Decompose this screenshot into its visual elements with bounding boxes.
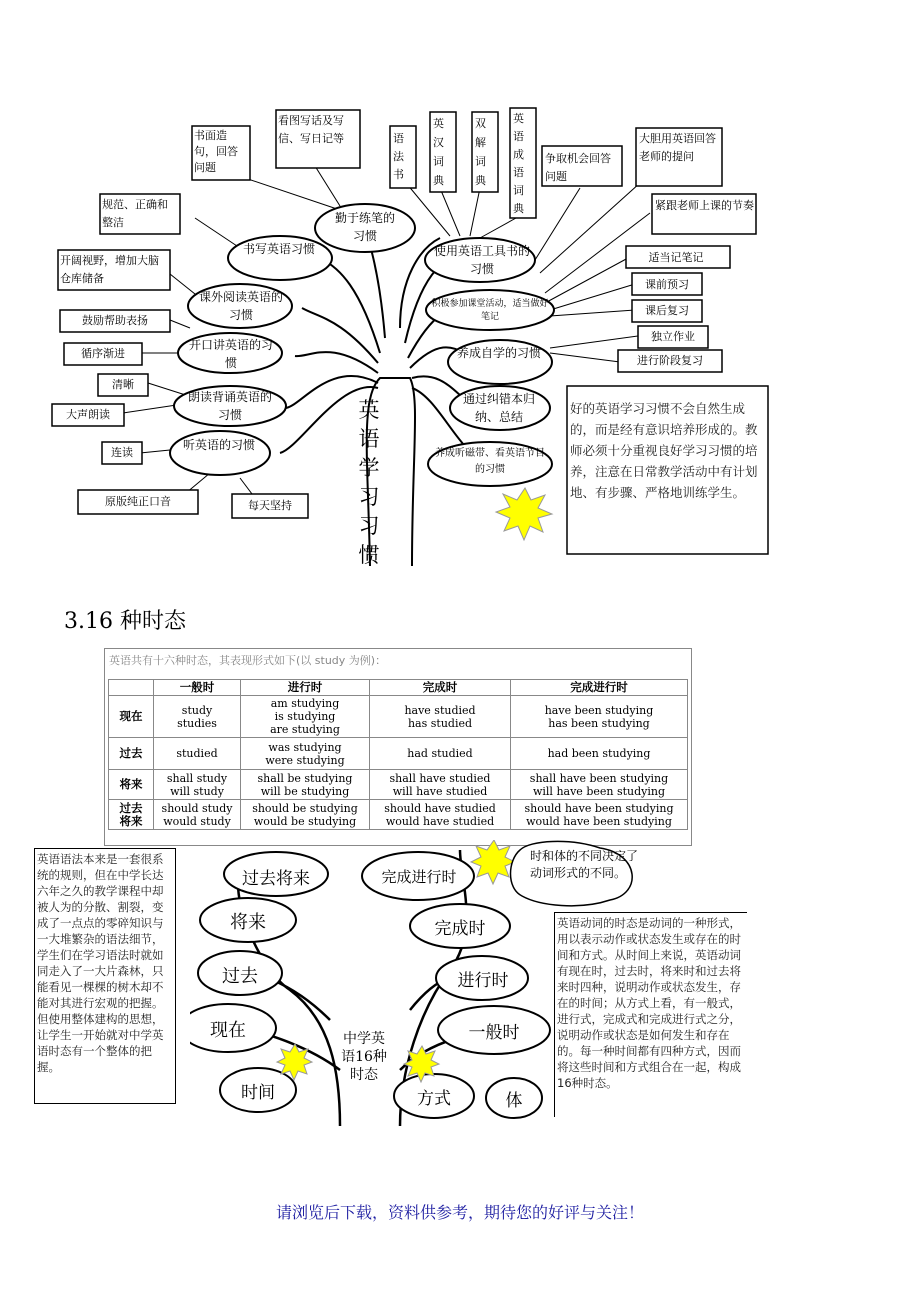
habit-node-read: 课外阅读英语的习惯 xyxy=(198,290,283,322)
row-label: 现在 xyxy=(109,696,154,738)
habit-node-write: 勤于练笔的习惯 xyxy=(334,211,395,243)
root-label-time: 时间 xyxy=(241,1083,275,1103)
root-label-aspect: 体 xyxy=(505,1091,523,1111)
habit-node-handwrite: 书写英语习惯 xyxy=(242,242,315,256)
leaf-box: 语法书 xyxy=(393,132,404,181)
table-cell: was studying were studying xyxy=(241,738,370,770)
leaf-box: 独立作业 xyxy=(651,330,695,343)
leaf-box: 双解词典 xyxy=(475,117,486,187)
habit-node-recite: 朗读背诵英语的习惯 xyxy=(187,390,272,422)
table-cell: shall study will study xyxy=(154,770,241,800)
leaf-box: 紧跟老师上课的节奏 xyxy=(655,199,754,212)
section-heading: 3.16 种时态 xyxy=(64,609,186,634)
habit-note: 好的英语学习习惯不会自然生成的，而是经有意识培养形成的。教师必须十分重视良好学习习惯的培养，注意在日常教学活动中有计划地、有步骤、严格地训练学生。 xyxy=(570,401,758,500)
habit-node-self: 养成自学的习惯 xyxy=(456,346,541,360)
col-header: 完成时 xyxy=(370,680,511,696)
cloud-note: 时和体的不同决定了动词形式的不同。 xyxy=(530,849,639,880)
table-cell: have studied has studied xyxy=(370,696,511,738)
table-cell: am studying is studying are studying xyxy=(241,696,370,738)
table-cell: should be studying would be studying xyxy=(241,800,370,830)
row-label: 将来 xyxy=(109,770,154,800)
table-cell: had studied xyxy=(370,738,511,770)
leaf-box: 争取机会回答问题 xyxy=(545,152,611,183)
habit-node-error: 通过纠错本归纳、总结 xyxy=(462,392,535,424)
table-cell: have been studying has been studying xyxy=(511,696,688,738)
leaf-box: 书面造句，回答问题 xyxy=(194,129,238,174)
col-header xyxy=(109,680,154,696)
time-node-future: 将来 xyxy=(230,912,266,933)
leaf-box: 连读 xyxy=(111,446,133,459)
leaf-box: 课前预习 xyxy=(645,278,689,291)
aspect-node-simple: 一般时 xyxy=(468,1023,520,1043)
star-icon xyxy=(496,488,552,540)
habit-node-class: 积极参加课堂活动，适当做好笔记 xyxy=(431,299,549,322)
col-header: 完成进行时 xyxy=(511,680,688,696)
leaf-box: 英语成语词典 xyxy=(513,112,524,215)
col-header: 进行时 xyxy=(241,680,370,696)
habit-node-tools: 使用英语工具书的习惯 xyxy=(433,244,530,276)
row-label: 过去 xyxy=(109,738,154,770)
table-cell: shall be studying will be studying xyxy=(241,770,370,800)
leaf-box: 每天坚持 xyxy=(248,499,292,512)
leaf-box: 鼓励帮助表扬 xyxy=(82,314,148,327)
habit-node-listen: 听英语的习惯 xyxy=(182,438,255,452)
table-cell: shall have studied will have studied xyxy=(370,770,511,800)
aspect-node-perfect: 完成时 xyxy=(434,919,486,939)
table-cell: studied xyxy=(154,738,241,770)
leaf-box: 适当记笔记 xyxy=(648,251,704,264)
table-cell: should study would study xyxy=(154,800,241,830)
col-header: 一般时 xyxy=(154,680,241,696)
leaf-box: 课后复习 xyxy=(645,304,689,317)
time-node-present: 现在 xyxy=(210,1020,246,1041)
aspect-node-progressive: 进行时 xyxy=(457,971,509,991)
star-icon xyxy=(471,840,515,884)
table-cell: had been studying xyxy=(511,738,688,770)
trunk-text-1: 英语学习习惯 xyxy=(358,398,380,567)
leaf-box: 循序渐进 xyxy=(81,347,125,360)
footer-text: 请浏览后下载，资料供参考，期待您的好评与关注！ xyxy=(275,1203,644,1222)
row-label: 过去 将来 xyxy=(109,800,154,830)
time-node-past-future: 过去将来 xyxy=(242,869,310,889)
tense-table xyxy=(108,679,688,830)
leaf-box: 看图写话及写信、写日记等 xyxy=(278,114,344,145)
leaf-box: 大胆用英语回答老师的提问 xyxy=(639,132,716,163)
leaf-box: 原版纯正口音 xyxy=(105,495,171,508)
table-cell: should have been studying would have been studying xyxy=(511,800,688,830)
table-cell: shall have been studying will have been studying xyxy=(511,770,688,800)
root-label-manner: 方式 xyxy=(417,1089,451,1109)
leaf-box: 进行阶段复习 xyxy=(637,354,703,367)
habit-node-speak: 开口讲英语的习惯 xyxy=(188,338,273,370)
aspect-node-perfect-progressive: 完成进行时 xyxy=(381,868,457,886)
right-note: 英语动词的时态是动词的一种形式，用以表示动作或状态发生或存在的时间和方式。从时间上来说，英语动词有现在时，过去时，将来时和过去将来时四种，说明动作或状态发生，存在的时间；从方式上看，有一般式，进行式，完成式和完成进行式之分，说明动作或状态是如何发生和存在的。每一种时间都有四种方式，因而将这些时间和方式组合在一起，构成16种时态。 xyxy=(554,912,747,1117)
leaf-box: 清晰 xyxy=(112,378,134,391)
left-note: 英语语法本来是一套很系统的规则，但在中学长达六年之久的教学课程中却被人为的分散、割裂，变成了一点点的零碎知识与一大堆繁杂的语法细节，学生们在学习语法时就如同走入了一大片森林，只能看见一棵棵的树木却不能对其进行宏观的把握。但使用整体建构的思想，让学生一开始就对中学英语时态有一个整体的把握。 xyxy=(34,848,176,1104)
tense-table-caption: 英语共有十六种时态，其表现形式如下(以 study 为例)： xyxy=(109,654,387,667)
table-cell: should have studied would have studied xyxy=(370,800,511,830)
leaf-box: 开阔视野，增加大脑仓库储备 xyxy=(60,254,159,285)
tense-table-frame xyxy=(104,648,692,846)
leaf-box: 英汉词典 xyxy=(433,117,444,187)
leaf-box: 规范、正确和整洁 xyxy=(102,198,168,229)
table-cell: study studies xyxy=(154,696,241,738)
habit-node-tv: 养成听磁带、看英语节目的习惯 xyxy=(435,448,545,475)
leaf-box: 大声朗读 xyxy=(66,408,110,421)
time-node-past: 过去 xyxy=(222,966,258,987)
trunk-text-2: 中学英语16种时态 xyxy=(341,1031,387,1083)
